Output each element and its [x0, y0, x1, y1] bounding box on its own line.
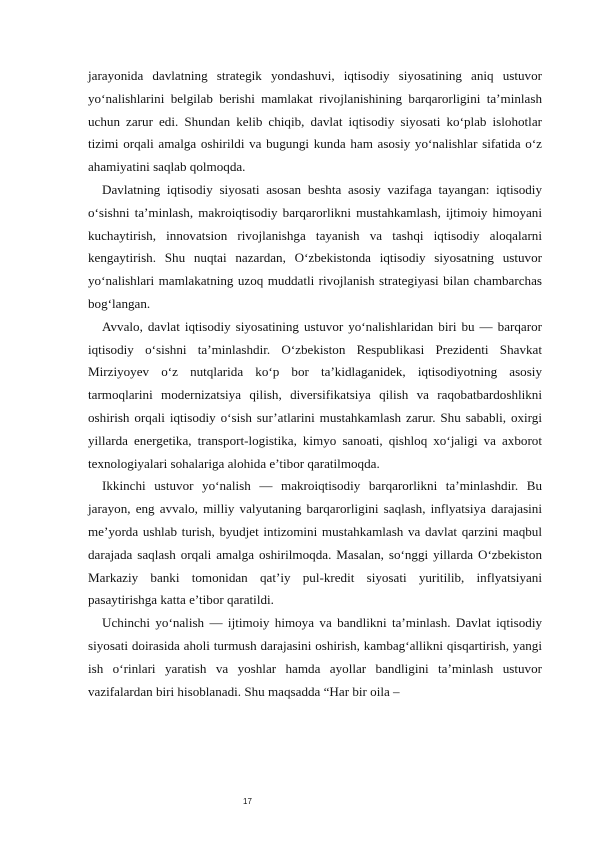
paragraph-second-priority: Ikkinchi ustuvor yo‘nalish — makroiqtisodiy barqarorlikni ta’minlashdir. Bu jarayon, eng avvalo, milliy valyutaning barqarorligini saqlash, inflyatsiya darajasini me’yorda ushlab turish, byudjet intizomini mustahkamlash va davlat qarzini maqbul darajada saqlash orqali amalga oshirilmoqda. Masalan, so‘nggi yillarda O‘zbekiston Markaziy banki tomonidan qat’iy pul-kredit siyosati yuritilib, inflyatsiyani pasaytirishga katta e’tibor qaratildi.	[88, 478, 542, 608]
page-number: 17	[243, 797, 252, 806]
paragraph-first-priority: Avvalo, davlat iqtisodiy siyosatining ustuvor yo‘nalishlaridan biri bu — barqaror iqtisodiy o‘sishni ta’minlashdir. O‘zbekiston Respublikasi Prezidenti Shavkat Mirziyoyev o‘z nutqlarida ko‘p bor ta’kidlaganidek, iqtisodiyotning asosiy tarmoqlarini modernizatsiya qilish, diversifikatsiya qilish va raqobatbardoshlikni oshirish orqali iqtisodiy o‘sish sur’atlarini mustahkamlash zarur. Shu sababli, oxirgi yillarda energetika, transport-logistika, kimyo sanoati, qishloq xo‘jaligi va axborot texnologiyalari sohalariga alohida e’tibor qaratilmoqda.	[88, 318, 542, 471]
document-page	[88, 65, 542, 703]
paragraph-five-tasks: Davlatning iqtisodiy siyosati asosan beshta asosiy vazifaga tayangan: iqtisodiy o‘sishni ta’minlash, makroiqtisodiy barqarorlikni mustahkamlash, ijtimoiy himoyani kuchaytirish, innovatsion rivojlanishga tayanish va tashqi iqtisodiy aloqalarni kengaytirish. Shu nuqtai nazardan, O‘zbekistonda iqtisodiy siyosatning ustuvor yo‘nalishlari mamlakatning uzoq muddatli rivojlanish strategiyasi bilan chambarchas bog‘langan.	[88, 181, 542, 311]
paragraph-continuation: jarayonida davlatning strategik yondashuvi, iqtisodiy siyosatining aniq ustuvor yo‘nalishlarini belgilab berishi mamlakat rivojlanishining barqarorligini ta’minlash uchun zarur edi. Shundan kelib chiqib, davlat iqtisodiy siyosati ko‘plab islohotlar tizimi orqali amalga oshirildi va bugungi kunda ham asosiy yo‘nalishlar sifatida o‘z ahamiyatini saqlab qolmoqda.	[88, 68, 542, 175]
paragraph-third-priority: Uchinchi yo‘nalish — ijtimoiy himoya va bandlikni ta’minlash. Davlat iqtisodiy siyosati doirasida aholi turmush darajasini oshirish, kambag‘allikni qisqartirish, yangi ish o‘rinlari yaratish va yoshlar hamda ayollar bandligini ta’minlash ustuvor vazifalardan biri hisoblanadi. Shu maqsadda “Har bir oila –	[88, 615, 542, 699]
